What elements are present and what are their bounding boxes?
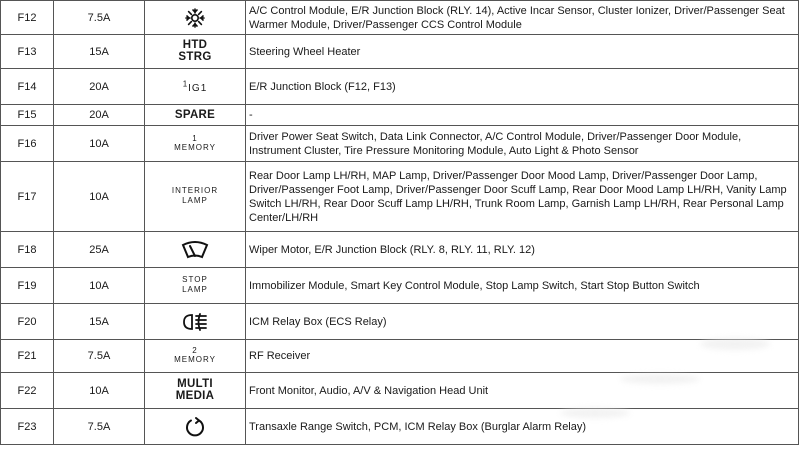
fuse-row: [1, 1, 799, 35]
fuse-amperage: 10A: [54, 126, 145, 162]
fuse-symbol: [145, 304, 246, 340]
symbol-line: MEMORY: [174, 142, 216, 152]
fuse-row: [1, 268, 799, 304]
symbol-label: [176, 378, 215, 402]
symbol-line: HTD: [182, 39, 208, 51]
fuse-protected-circuit: A/C Control Module, E/R Junction Block (RLY. 14), Active Incar Sensor, Cluster Ionizer, Driver/Passenger Seat Warmer Module, Driver/Passenger CCS Control Module: [246, 1, 799, 35]
fuse-protected-circuit: Transaxle Range Switch, PCM, ICM Relay Box (Burglar Alarm Relay): [246, 409, 799, 445]
fuse-id: F22: [1, 373, 54, 409]
fuse-id: F18: [1, 232, 54, 268]
symbol-superscript: 1: [182, 79, 189, 89]
symbol-line: MULTI: [177, 378, 213, 390]
fuse-id: F17: [1, 162, 54, 232]
fuse-id: F13: [1, 35, 54, 69]
fuse-symbol: [145, 69, 246, 105]
fuse-row: [1, 340, 799, 373]
scan-smudge: [560, 408, 630, 418]
symbol-line: LAMP: [182, 285, 208, 294]
fuse-symbol: [145, 340, 246, 373]
symbol-line: MEDIA: [175, 390, 215, 402]
symbol-superscript: 1: [192, 133, 198, 143]
fuse-protected-circuit: Wiper Motor, E/R Junction Block (RLY. 8, RLY. 11, RLY. 12): [246, 232, 799, 268]
symbol-line: LAMP: [182, 196, 208, 205]
fuse-protected-circuit: Rear Door Lamp LH/RH, MAP Lamp, Driver/Passenger Door Mood Lamp, Driver/Passenger Door Lamp, Driver/Passenger Foot Lamp, Driver/Passenger Door Scuff Lamp, Rear Door Mood Lamp LH/RH, Vanity Lamp Switch LH/RH, Rear Door Scuff Lamp LH/RH, Trunk Room Lamp, Garnish Lamp LH/RH, Rear Personal Lamp Center/LH/RH: [246, 162, 799, 232]
symbol-label: [182, 275, 208, 295]
fuse-symbol: [145, 232, 246, 268]
fuse-protected-circuit: RF Receiver: [246, 340, 799, 373]
symbol-line: SPARE: [174, 109, 216, 121]
symbol-label: [174, 346, 216, 365]
fuse-id: F23: [1, 409, 54, 445]
symbol-line: STOP: [182, 275, 208, 284]
symbol-label: [175, 109, 215, 121]
fog-lamp-icon: [145, 313, 245, 331]
fuse-protected-circuit: Steering Wheel Heater: [246, 35, 799, 69]
fuse-protected-circuit: Immobilizer Module, Smart Key Control Module, Stop Lamp Switch, Start Stop Button Switch: [246, 268, 799, 304]
fuse-amperage: 20A: [54, 105, 145, 126]
fuse-symbol: [145, 409, 246, 445]
fuse-protected-circuit: ICM Relay Box (ECS Relay): [246, 304, 799, 340]
fuse-amperage: 25A: [54, 232, 145, 268]
fuse-row: [1, 126, 799, 162]
fuse-amperage: 15A: [54, 35, 145, 69]
fuse-row: [1, 162, 799, 232]
fuse-symbol: [145, 126, 246, 162]
scan-smudge: [700, 338, 770, 350]
symbol-label: [172, 186, 218, 206]
fuse-protected-circuit: Front Monitor, Audio, A/V & Navigation Head Unit: [246, 373, 799, 409]
snowflake-sun-icon: [145, 7, 245, 29]
fuse-symbol: [145, 268, 246, 304]
fuse-amperage: 20A: [54, 69, 145, 105]
fuse-symbol: [145, 162, 246, 232]
fuse-amperage: 10A: [54, 268, 145, 304]
fuse-row: [1, 105, 799, 126]
fuse-id: F19: [1, 268, 54, 304]
fuse-protected-circuit: E/R Junction Block (F12, F13): [246, 69, 799, 105]
symbol-line: MEMORY: [174, 355, 216, 364]
fuse-id: F15: [1, 105, 54, 126]
fuse-id: F20: [1, 304, 54, 340]
fuse-amperage: 10A: [54, 162, 145, 232]
fuse-symbol: [145, 1, 246, 35]
fuse-amperage: 7.5A: [54, 409, 145, 445]
fuse-symbol: [145, 105, 246, 126]
symbol-line: STRG: [178, 51, 212, 63]
fuse-amperage: 7.5A: [54, 340, 145, 373]
symbol-line: IG1: [188, 82, 208, 94]
fuse-symbol: [145, 373, 246, 409]
fuse-row: [1, 232, 799, 268]
fuse-symbol: [145, 35, 246, 69]
fuse-row: [1, 69, 799, 105]
fuse-id: F12: [1, 1, 54, 35]
fuse-protected-circuit: -: [246, 105, 799, 126]
fuse-id: F14: [1, 69, 54, 105]
fuse-id: F16: [1, 126, 54, 162]
fuse-protected-circuit: Driver Power Seat Switch, Data Link Connector, A/C Control Module, Driver/Passenger Door Module, Instrument Cluster, Tire Pressure Monitoring Module, Auto Light & Photo Sensor: [246, 126, 799, 162]
symbol-label: [178, 39, 211, 63]
fuse-row: [1, 304, 799, 340]
fuse-row: [1, 409, 799, 445]
scan-smudge: [620, 374, 700, 384]
fuse-amperage: 15A: [54, 304, 145, 340]
fuse-row: [1, 35, 799, 69]
fuse-amperage: 10A: [54, 373, 145, 409]
circular-arrow-icon: [145, 416, 245, 438]
symbol-line: INTERIOR: [171, 186, 219, 195]
fuse-id: F21: [1, 340, 54, 373]
symbol-label: [182, 79, 208, 94]
symbol-superscript: 2: [192, 346, 198, 355]
wiper-icon: [145, 240, 245, 260]
fuse-amperage: 7.5A: [54, 1, 145, 35]
symbol-label: [174, 134, 216, 153]
